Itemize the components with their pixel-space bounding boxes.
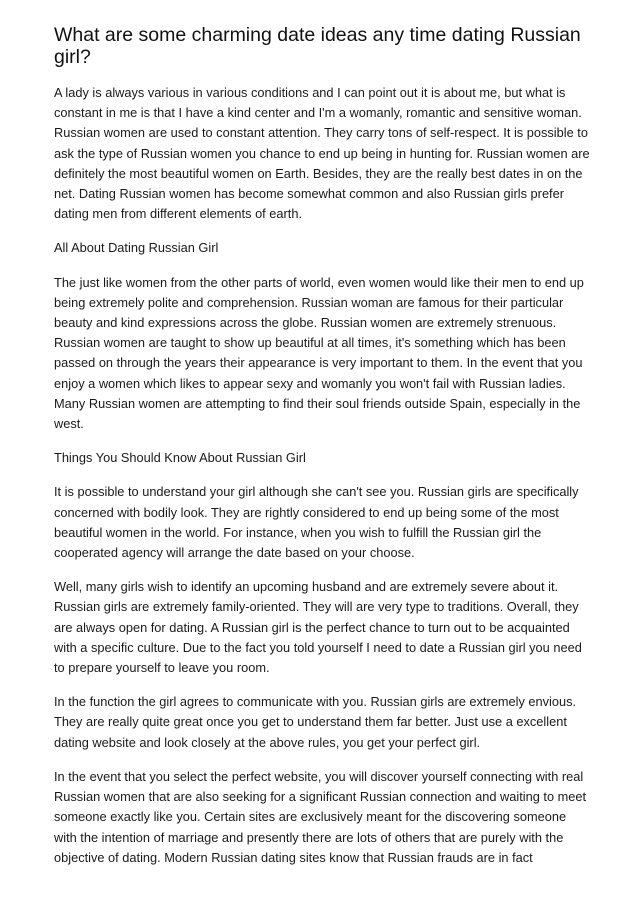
document-title: What are some charming date ideas any time dating Russian girl? xyxy=(54,24,581,68)
section1-paragraph: The just like women from the other parts of world, even women would like their men to end up being extremely polite and comprehension. Russian woman are famous for their particular beauty and kind expressions across the globe. Russian women are extremely strenuous. Russian women are taught to show up beautiful at all times, it's something which has been passed on through the years their appearance is very important to them. In the event that you enjoy a women which likes to appear sexy and womanly you won't fail with Russian ladies. Many Russian women are attempting to find their soul friends outside Spain, especially in the west. xyxy=(54,274,584,432)
section-heading-things-to-know: Things You Should Know About Russian Girl xyxy=(54,450,306,466)
section2-paragraph-1: It is possible to understand your girl although she can't see you. Russian girls are specifically concerned with bodily look. They are rightly considered to end up being some of the most beautiful women in the world. For instance, when you wish to fulfill the Russian girl the cooperated agency will arrange the date based on your choose. xyxy=(54,484,579,561)
intro-paragraph: A lady is always various in various conditions and I can point out it is about me, but what is constant in me is that I have a kind center and I'm a womanly, romantic and sensitive woman. Russian women are used to constant attention. They carry tons of self-respect. It is possible to ask the type of Russian women you chance to end up being in hunting for. Russian women are definitely the most beautiful women on Earth. Besides, they are the really best dates in on the net. Dating Russian women has become somewhat common and also Russian girls prefer dating men from different elements of earth. xyxy=(54,85,590,222)
document-page xyxy=(54,24,590,882)
section2-paragraph-3: In the function the girl agrees to communicate with you. Russian girls are extremely envious. They are really quite great once you get to understand them far better. Just use a excellent dating website and look closely at the above rules, you get your perfect girl. xyxy=(54,694,577,750)
section2-paragraph-2: Well, many girls wish to identify an upcoming husband and are extremely severe about it. Russian girls are extremely family-oriented. They will are very type to traditions. Overall, they are always open for dating. A Russian girl is the perfect chance to turn out to be acquainted with a specific culture. Due to the fact you told yourself I need to date a Russian girl you need to prepare yourself to leave you room. xyxy=(54,579,582,676)
section2-paragraph-4: In the event that you select the perfect website, you will discover yourself connecting with real Russian women that are also seeking for a significant Russian connection and waiting to meet someone exactly like you. Certain sites are exclusively meant for the discovering someone with the intention of marriage and presently there are lots of others that are purely with the objective of dating. Modern Russian dating sites know that Russian frauds are in fact xyxy=(54,768,587,865)
section-heading-dating-russian-girl: All About Dating Russian Girl xyxy=(54,240,219,256)
